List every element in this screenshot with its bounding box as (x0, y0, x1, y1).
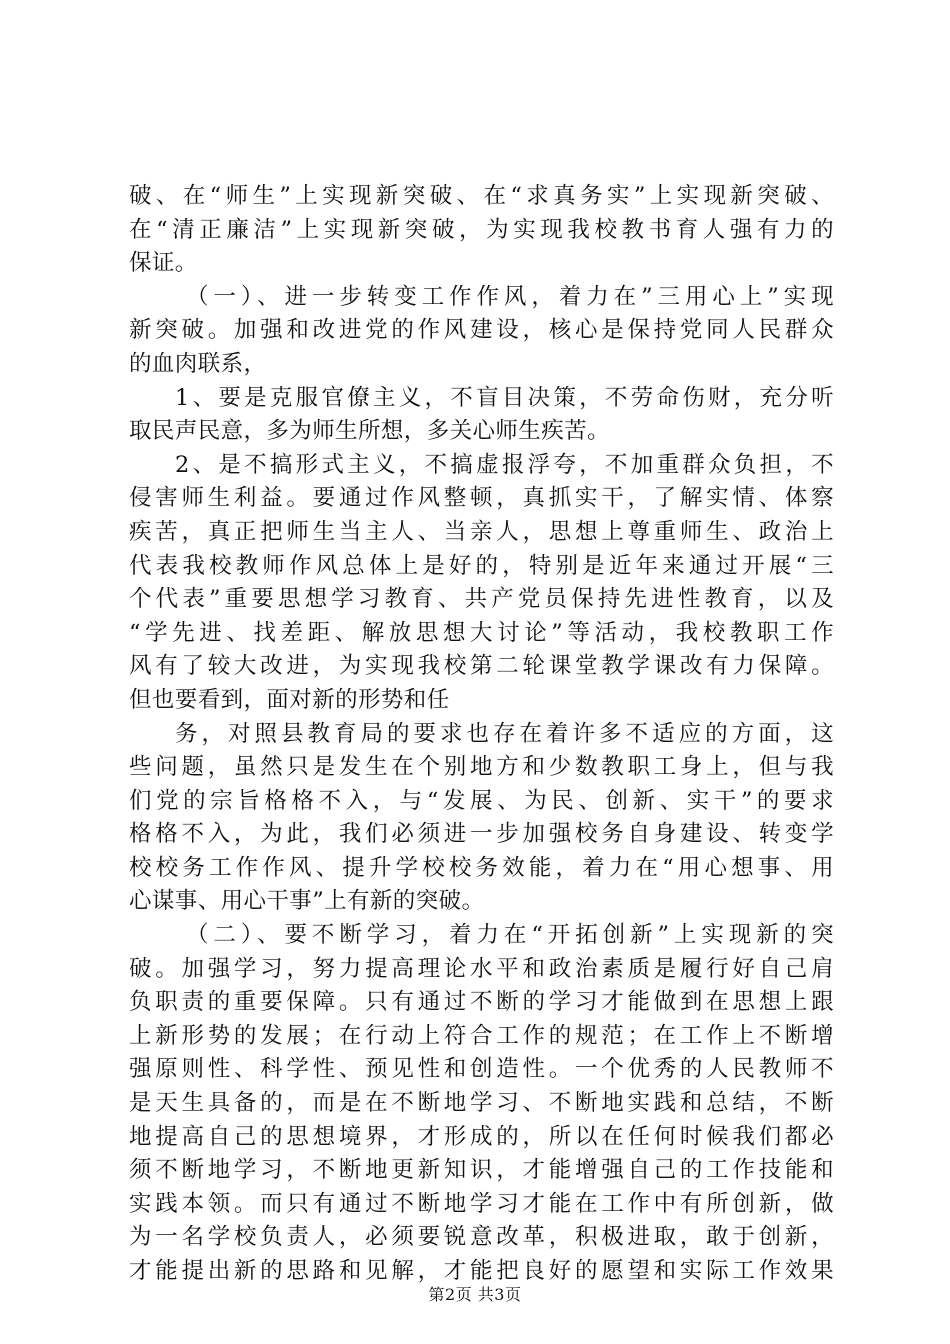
paragraph-first-line: （二）、要不断学习，着力在“开拓创新”上实现新的突 (186, 922, 834, 949)
text-line: 地提高自己的思想境界，才形成的，所以在任何时候我们都必 (129, 1123, 834, 1150)
text-line: 校校务工作作风、提升学校校务效能，着力在“用心想事、用 (129, 854, 834, 881)
text-line: “学先进、找差距、解放思想大讨论”等活动，我校教职工作 (129, 619, 834, 646)
text-line: 破、在“师生”上实现新突破、在“求真务实”上实现新突破、 (129, 183, 834, 209)
text-line: 格格不入，为此，我们必须进一步加强校务自身建设、转变学 (129, 821, 834, 848)
text-line: 的血肉联系， (129, 350, 267, 377)
document-body (129, 180, 834, 1289)
text-line: 心谋事、用心干事”上有新的突破。 (129, 888, 485, 915)
text-line: 疾苦，真正把师生当主人、当亲人，思想上尊重师生、政治上 (129, 518, 834, 545)
text-line: 须不断地学习，不断地更新知识，才能增强自己的工作技能和 (129, 1157, 834, 1184)
text-line: 风有了较大改进，为实现我校第二轮课堂教学课改有力保障。 (129, 653, 834, 680)
text-line: 是天生具备的，而是在不断地学习、不断地实践和总结，不断 (129, 1090, 834, 1117)
paragraph-first-line: （一）、进一步转变工作作风，着力在”三用心上”实现 (186, 283, 834, 310)
text-line: 们党的宗旨格格不入，与“发展、为民、创新、实干”的要求 (129, 787, 834, 814)
text-line: 个代表”重要思想学习教育、共产党员保持先进性教育，以及 (129, 586, 834, 613)
paragraph-first-line: 务，对照县教育局的要求也存在着许多不适应的方面，这 (175, 720, 834, 747)
text-line: 破。加强学习，努力提高理论水平和政治素质是履行好自己肩 (129, 955, 834, 982)
page-number-footer: 第2页 共3页 (428, 1285, 522, 1304)
text-line: 才能提出新的思路和见解，才能把良好的愿望和实际工作效果 (129, 1258, 834, 1284)
paragraph-first-line: 1、要是克服官僚主义，不盲目决策，不劳命伤财，充分听 (175, 384, 834, 411)
text-line: 保证。 (129, 250, 198, 277)
text-line: 新突破。加强和改进党的作风建设，核心是保持党同人民群众 (129, 317, 834, 344)
text-line: 侵害师生利益。要通过作风整顿，真抓实干，了解实情、体察 (129, 485, 834, 512)
text-line: 强原则性、科学性、预见性和创造性。一个优秀的人民教师不 (129, 1056, 834, 1083)
text-line: 负职责的重要保障。只有通过不断的学习才能做到在思想上跟 (129, 989, 834, 1016)
text-line: 在“清正廉洁”上实现新突破，为实现我校教书育人强有力的 (129, 216, 834, 243)
paragraph-first-line: 2、是不搞形式主义，不搞虚报浮夸，不加重群众负担，不 (175, 451, 834, 478)
text-line: 实践本领。而只有通过不断地学习才能在工作中有所创新，做 (129, 1190, 834, 1217)
text-line: 取民声民意，多为师生所想，多关心师生疾苦。 (129, 418, 610, 445)
text-line: 上新形势的发展；在行动上符合工作的规范；在工作上不断增 (129, 1022, 834, 1049)
text-line: 些问题，虽然只是发生在个别地方和少数教职工身上，但与我 (129, 754, 834, 781)
text-line: 为一名学校负责人，必须要锐意改革，积极进取，敢于创新， (129, 1224, 834, 1251)
text-line: 但也要看到，面对新的形势和任 (129, 686, 450, 713)
text-line: 代表我校教师作风总体上是好的，特别是近年来通过开展“三 (129, 552, 834, 579)
